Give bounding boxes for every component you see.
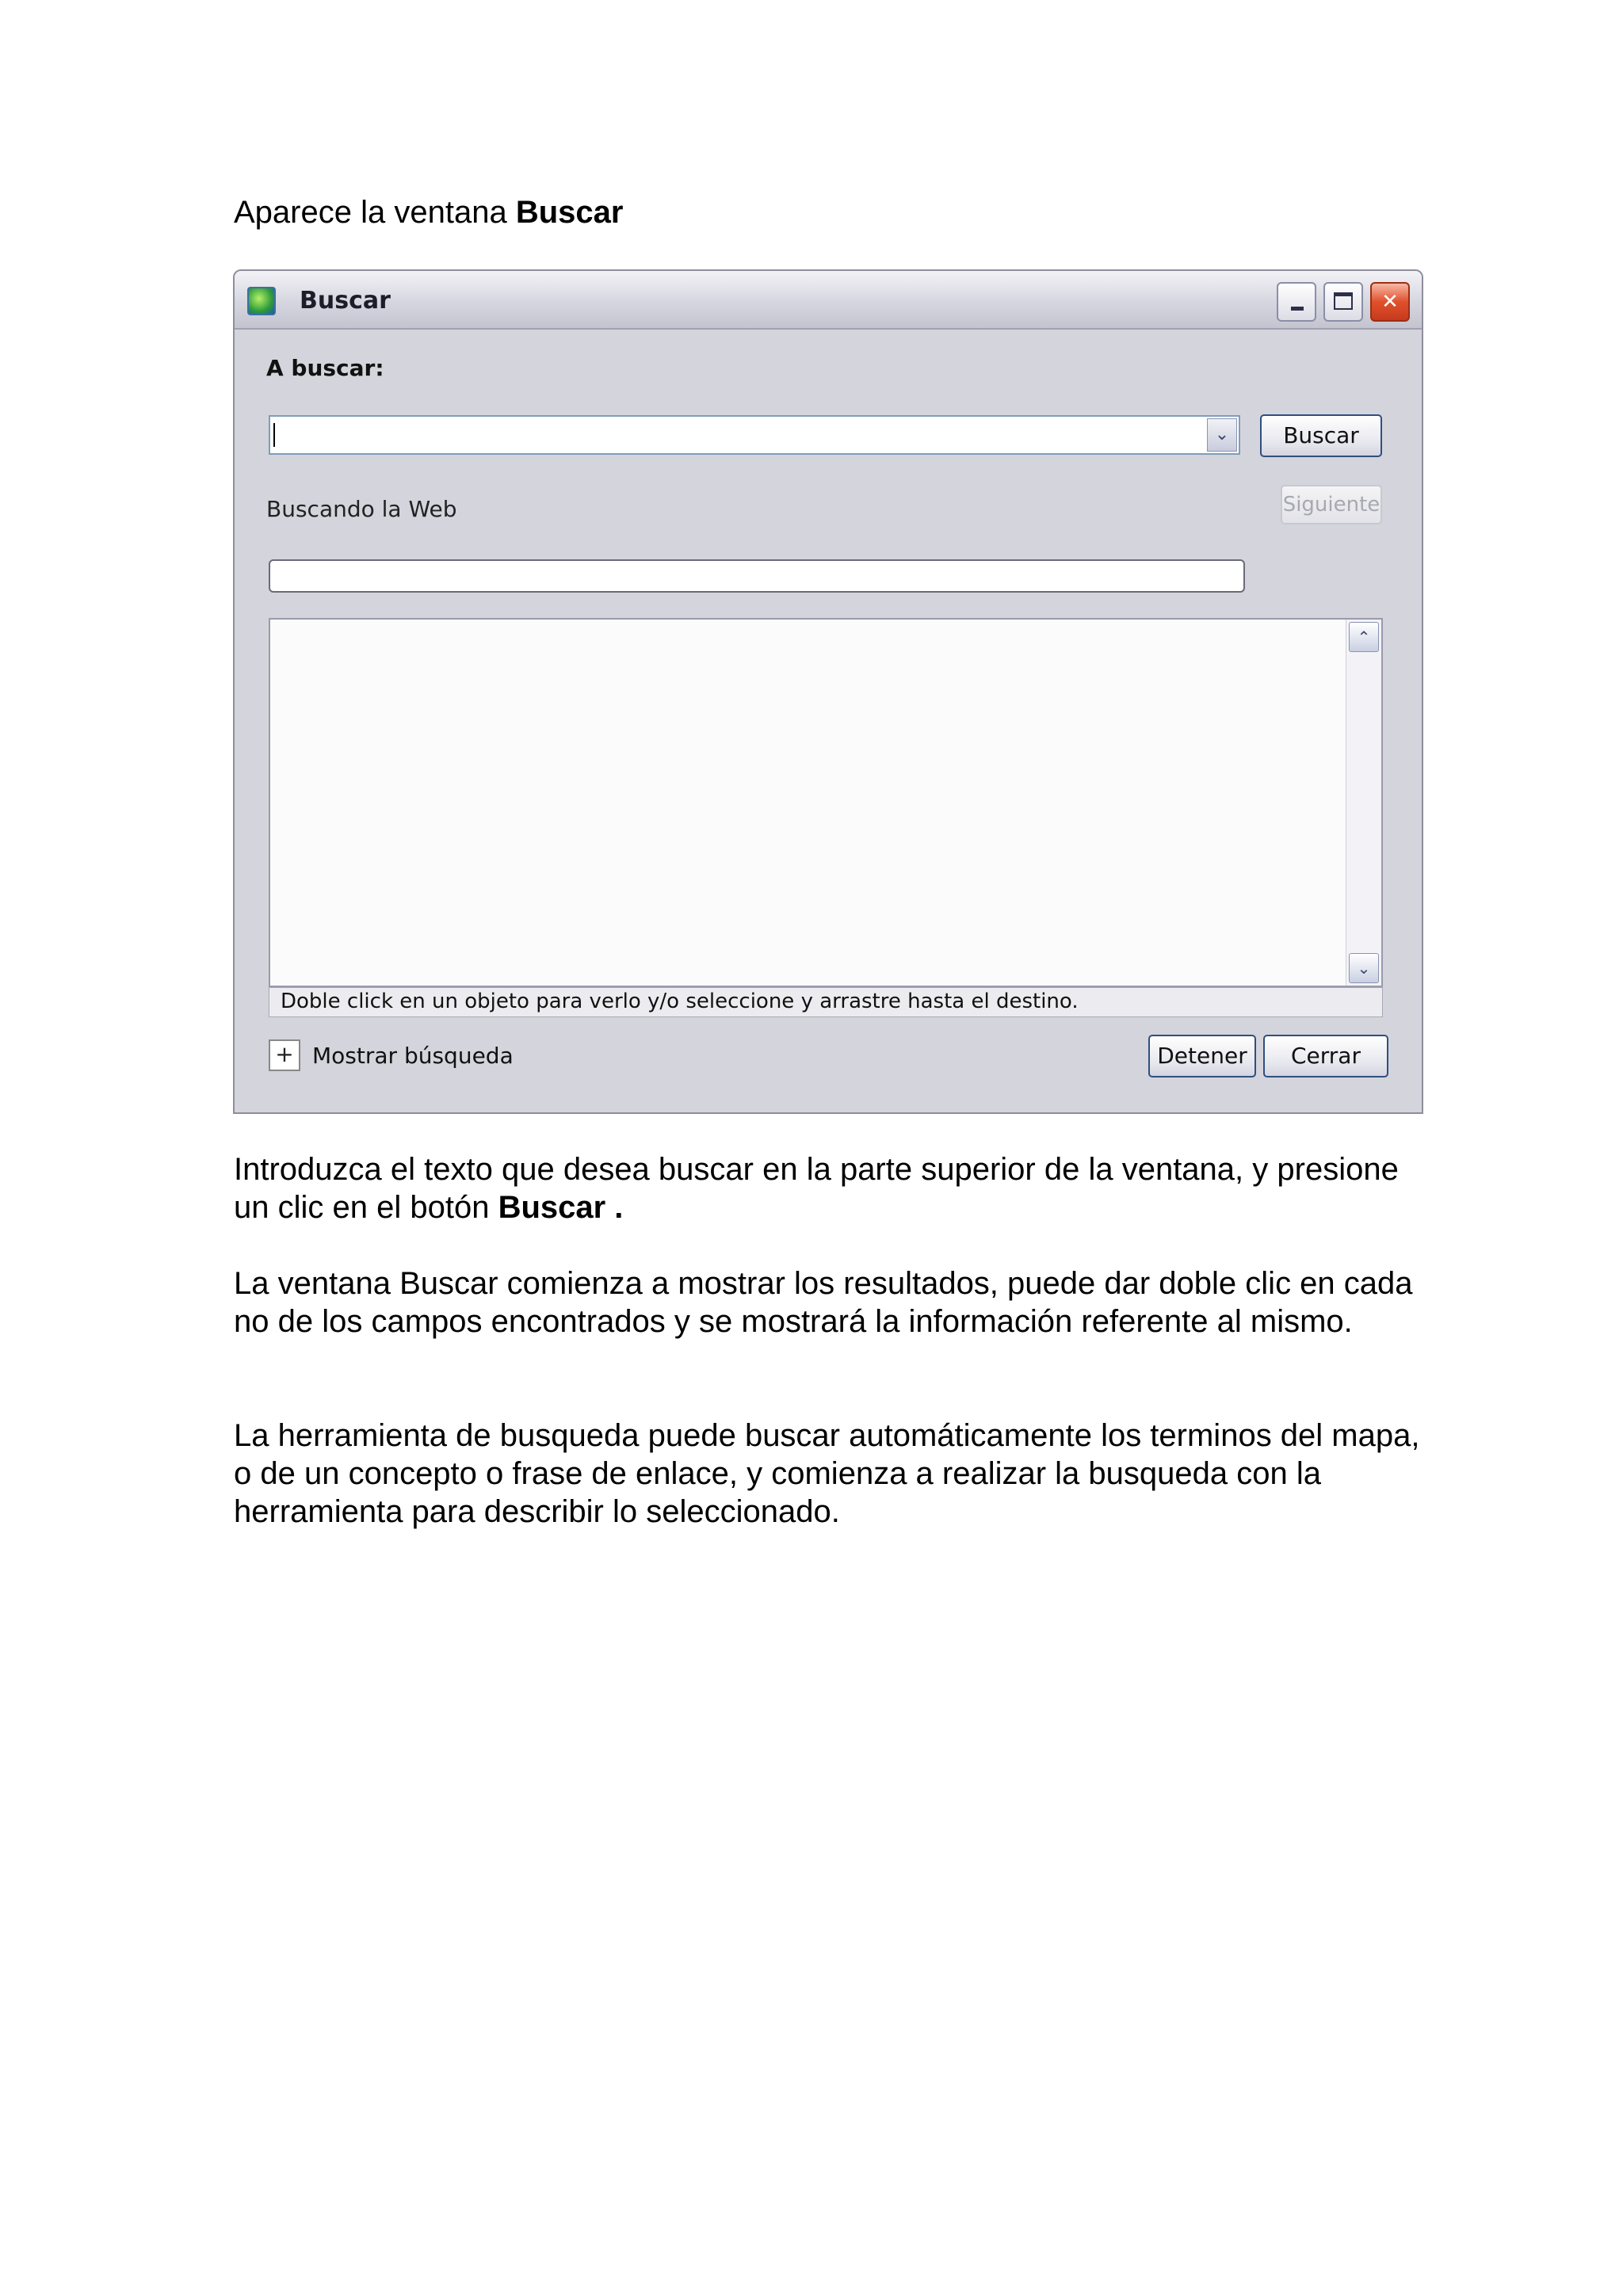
scroll-down-button[interactable] (1349, 953, 1379, 983)
next-button[interactable]: Siguiente (1281, 485, 1382, 524)
intro-prefix: Aparece la ventana (234, 195, 516, 230)
search-status-label: Buscando la Web (266, 496, 457, 522)
paragraph-1-bold: Buscar . (498, 1190, 624, 1225)
paragraph-1-text: Introduzca el texto que desea buscar en la parte superior de la ventana, y presione un clic en el botón (234, 1152, 1399, 1225)
intro-text (234, 190, 623, 235)
maximize-icon (1334, 292, 1353, 310)
search-combobox[interactable] (269, 415, 1240, 455)
show-search-label[interactable]: Mostrar búsqueda (312, 1043, 514, 1069)
window-client-area (235, 330, 1422, 1112)
text-caret (273, 423, 275, 447)
intro-bold: Buscar (515, 195, 624, 230)
search-progress-bar (269, 559, 1245, 593)
dropdown-button[interactable] (1207, 418, 1237, 452)
app-icon (247, 287, 276, 315)
paragraph-2: La ventana Buscar comienza a mostrar los resultados, puede dar doble clic en cada no de los campos encontrados y se mostrará la información referente al mismo. (234, 1266, 1413, 1339)
expand-toggle[interactable]: + (269, 1039, 300, 1071)
search-button[interactable]: Buscar (1260, 414, 1382, 457)
stop-button[interactable]: Detener (1148, 1035, 1256, 1077)
close-icon: ✕ (1381, 290, 1399, 314)
scroll-up-button[interactable] (1349, 622, 1379, 652)
status-bar: Doble click en un objeto para verlo y/o seleccione y arrastre hasta el destino. (269, 987, 1383, 1017)
buscar-window (233, 269, 1423, 1114)
paragraph-1 (234, 1150, 1423, 1226)
chevron-up-icon: ⌃ (1357, 627, 1371, 646)
search-label: A buscar: (266, 355, 384, 381)
results-list[interactable] (269, 618, 1383, 987)
minimize-button[interactable] (1277, 282, 1316, 322)
minimize-icon (1291, 307, 1304, 311)
chevron-down-icon: ⌄ (1214, 425, 1230, 444)
close-window-button[interactable] (1370, 282, 1410, 322)
maximize-button[interactable] (1323, 282, 1363, 322)
paragraph-3: La herramienta de busqueda puede buscar automáticamente los terminos del mapa, o de un concepto o frase de enlace, y comienza a realizar la busqueda con la herramienta para describir lo seleccionado. (234, 1418, 1420, 1529)
chevron-down-icon: ⌄ (1357, 959, 1371, 978)
results-scrollbar[interactable] (1346, 620, 1381, 986)
window-title: Buscar (300, 287, 391, 315)
close-button[interactable]: Cerrar (1263, 1035, 1388, 1077)
title-bar[interactable] (235, 271, 1422, 330)
